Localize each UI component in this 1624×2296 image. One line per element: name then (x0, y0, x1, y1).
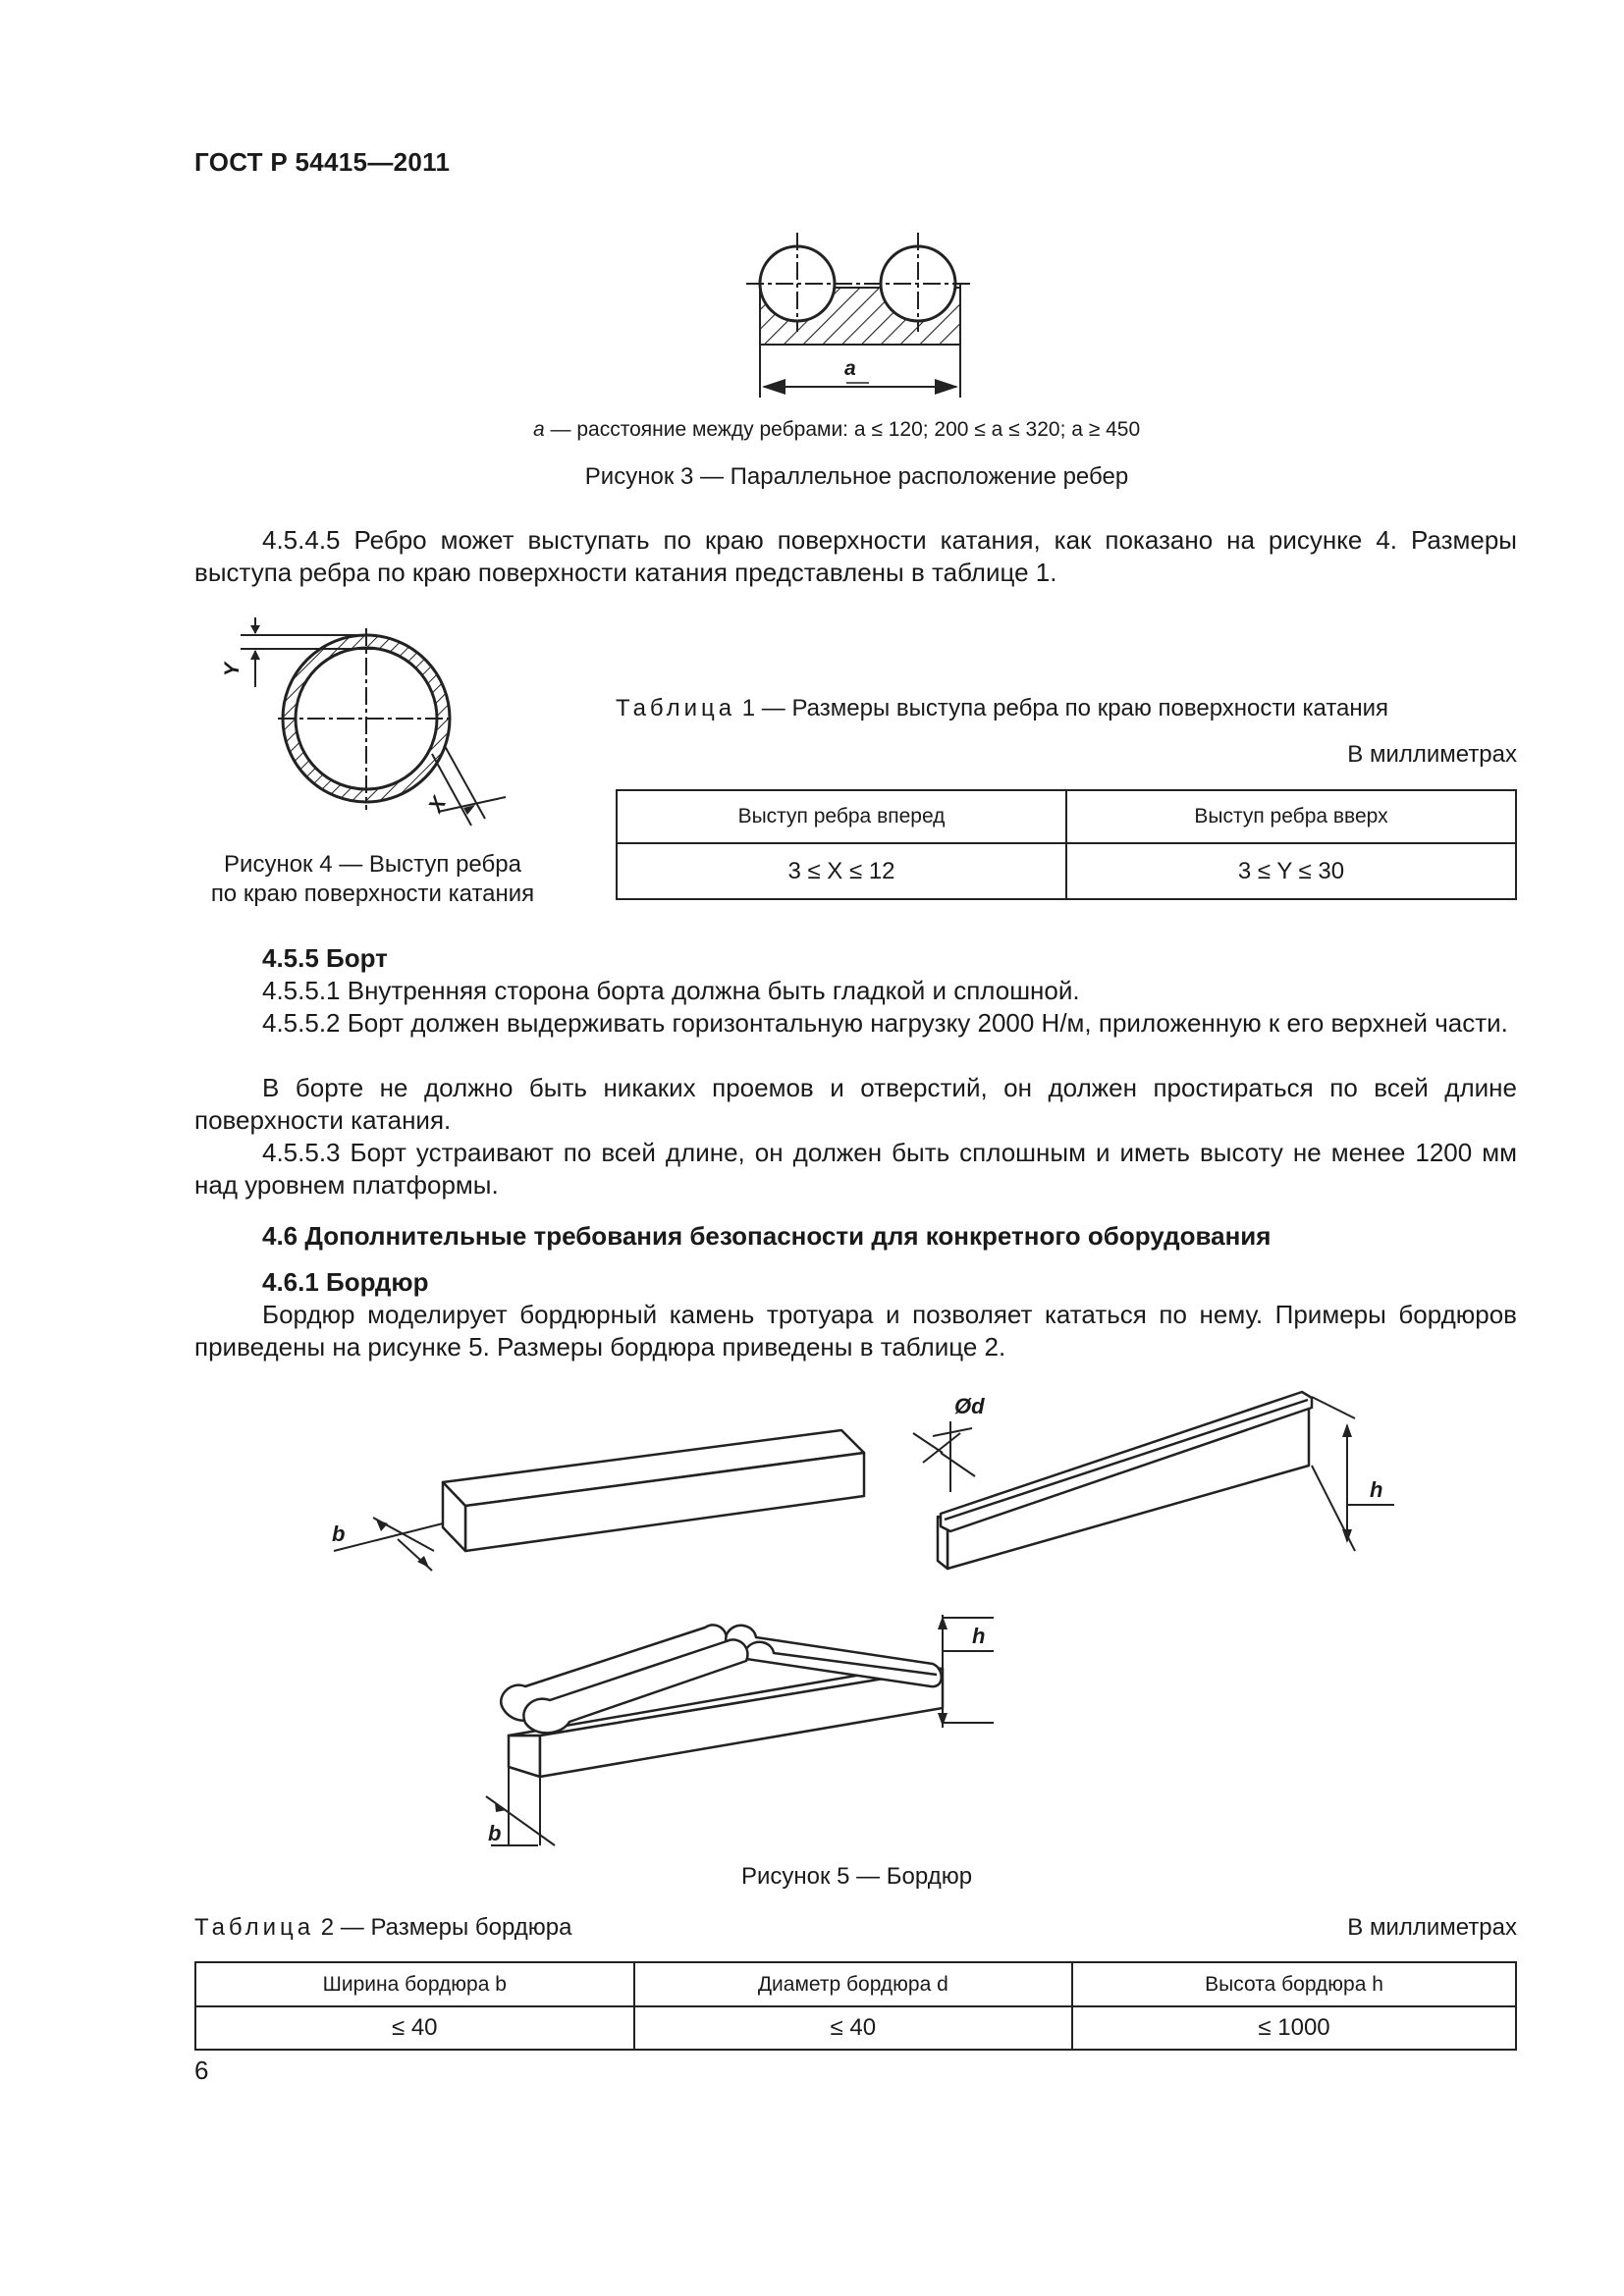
table-1-value-cell: 3 ≤ Y ≤ 30 (1066, 843, 1516, 899)
section-4-5-5-heading: 4.5.5 Борт (262, 943, 388, 973)
figure-4-caption-line2: по краю поверхности катания (210, 881, 535, 907)
section-4-6-heading: 4.6 Дополнительные требования безопасности для конкретного оборудования (262, 1221, 1272, 1251)
paragraph-4-5-5-1: 4.5.5.1 Внутренняя сторона борта должна быть гладкой и сплошной. (262, 976, 1080, 1005)
table-2-value-cell: ≤ 40 (195, 2006, 634, 2050)
figure-5-label-h-right: h (1370, 1477, 1383, 1502)
figure-3-legend-rest: — расстояние между ребрами: a ≤ 120; 200 ≤ a ≤ 320; a ≥ 450 (544, 418, 1141, 441)
figure-4-label-y: Y (221, 662, 244, 677)
figure-5-label-d: Ød (954, 1394, 985, 1418)
table-1-header-cell: Выступ ребра вперед (617, 790, 1066, 843)
table-2-units: В миллиметрах (1347, 1914, 1517, 1941)
figure-5-rectangular-curb (443, 1430, 864, 1551)
table-1-units: В миллиметрах (1347, 741, 1517, 768)
paragraph-4-5-5-3: 4.5.5.3 Борт устраивают по всей длине, он должен быть сплошным и иметь высоту не менее 1200 мм над уровнем платформы. (194, 1138, 1517, 1200)
paragraph-4-6-1: Бордюр моделирует бордюрный камень тротуара и позволяет кататься по нему. Примеры бордюров приведены на рисунке 5. Размеры бордюра приведены в таблице 2. (194, 1300, 1517, 1362)
document-header: ГОСТ Р 54415—2011 (194, 147, 451, 177)
table-1-header-cell: Выступ ребра вверх (1066, 790, 1516, 843)
page-number: 6 (194, 2056, 209, 2085)
figure-5-label-b-left: b (332, 1522, 346, 1546)
table-1-title-prefix: Таблица (616, 695, 736, 721)
figure-5-caption: Рисунок 5 — Бордюр (740, 1863, 973, 1890)
table-2-value-cell: ≤ 1000 (1072, 2006, 1516, 2050)
figure-4-caption-line1: Рисунок 4 — Выступ ребра (224, 851, 521, 878)
table-2-header-row (195, 1962, 1516, 2006)
figure-3-legend-var: a (533, 418, 545, 441)
table-2-title-rest: 2 — Размеры бордюра (314, 1914, 572, 1941)
table-2-title-prefix: Таблица (194, 1914, 315, 1941)
paragraph-4-5-5-2-cont: В борте не должно быть никаких проемов и отверстий, он должен простираться по всей длине поверхности катания. (194, 1073, 1517, 1135)
table-2-value-row (195, 2006, 1516, 2050)
paragraph-4-5-5-2: 4.5.5.2 Борт должен выдерживать горизонтальную нагрузку 2000 Н/м, приложенную к его верхней части. (262, 1008, 1508, 1038)
table-2-header-cell: Диаметр бордюра d (634, 1962, 1073, 2006)
section-4-6-1-heading: 4.6.1 Бордюр (262, 1267, 429, 1297)
figure-3-label-a: a (844, 357, 856, 380)
figure-5-label-b-bottom: b (488, 1821, 502, 1845)
table-2-title (194, 1914, 571, 1942)
figure-5-sloped-curb (938, 1392, 1312, 1569)
figure-5-label-h-bottom: h (972, 1624, 986, 1648)
figure-3-caption: Рисунок 3 — Параллельное расположение ребер (584, 463, 1129, 490)
table-1-value-cell: 3 ≤ X ≤ 12 (617, 843, 1066, 899)
table-2 (194, 1961, 1517, 2051)
table-2-header-cell: Высота бордюра h (1072, 1962, 1516, 2006)
table-2-value-cell: ≤ 40 (634, 2006, 1073, 2050)
table-2-header-cell: Ширина бордюра b (195, 1962, 634, 2006)
paragraph-4-5-4-5: 4.5.4.5 Ребро может выступать по краю поверхности катания, как показано на рисунке 4. Размеры выступа ребра по краю поверхности катания представлены в таблице 1. (194, 525, 1517, 587)
figure-5-double-roll-curb (501, 1625, 943, 1777)
table-1-title-rest: 1 — Размеры выступа ребра по краю поверхности катания (735, 695, 1389, 721)
figure-4-label-x: X (424, 792, 452, 817)
